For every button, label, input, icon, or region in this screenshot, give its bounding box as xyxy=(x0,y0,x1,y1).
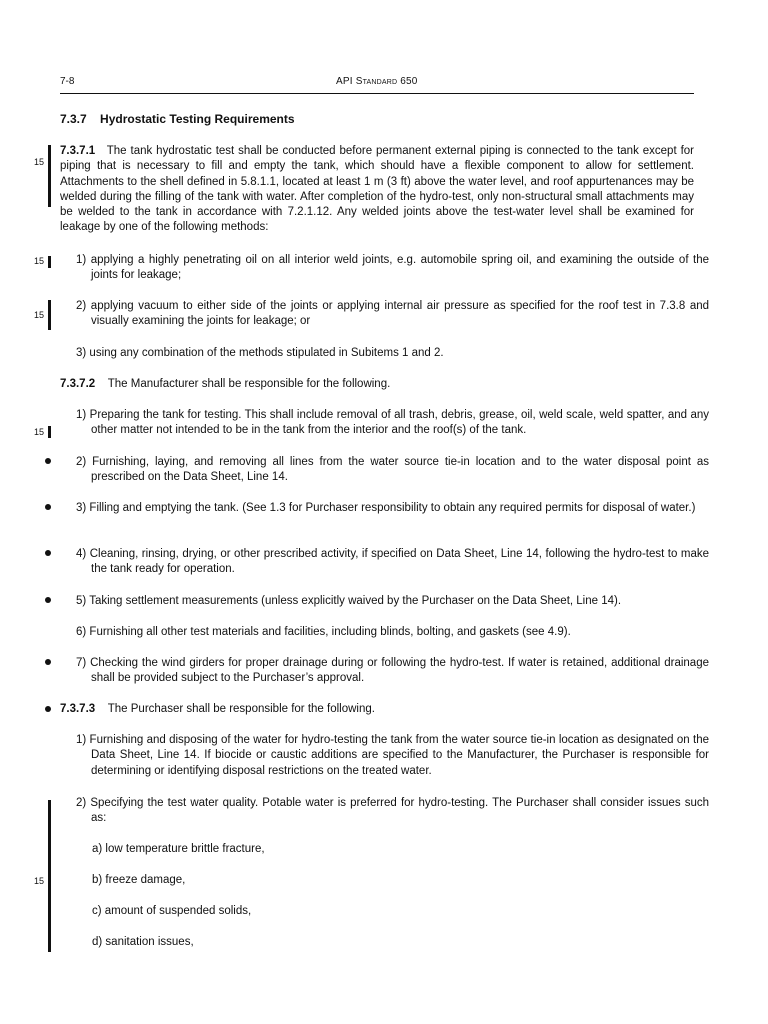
list-item: 3) using any combination of the methods stipulated in Subitems 1 and 2. xyxy=(76,347,444,359)
header-rule xyxy=(60,93,694,94)
bullet-marker xyxy=(45,706,51,712)
clause-number: 7.3.7.3 xyxy=(60,703,96,715)
margin-mark: 15 xyxy=(34,876,45,886)
paragraph-7-3-7-1 xyxy=(60,144,694,236)
sub-list-item: d) sanitation issues, xyxy=(92,936,194,948)
bullet-marker xyxy=(45,659,51,665)
list-item: 1) Preparing the tank for testing. This shall include removal of all trash, debris, grease, oil, weld scale, weld spatter, and any other matter not intended to be in the tank from the interior and the roof(s) of the tank. xyxy=(76,409,709,437)
sub-list-item: c) amount of suspended solids, xyxy=(92,905,252,917)
list-item: 1) Furnishing and disposing of the water for hydro-testing the tank from the water source tie-in location as designated on the Data Sheet, Line 14. If biocide or caustic additions are specified to the Manufacturer, the Purchaser is responsible for determining or identifying disposal restrictions on the treated water. xyxy=(76,734,709,777)
list-item: 1) applying a highly penetrating oil on all interior weld joints, e.g. automobile spring oil, and examining the outside of the joints for leakage; xyxy=(76,254,709,282)
sub-list-item: b) freeze damage, xyxy=(92,874,186,886)
page-number: 7-8 xyxy=(60,76,75,87)
section-number: 7.3.7 xyxy=(60,112,87,126)
change-bar xyxy=(48,145,51,207)
section-title: Hydrostatic Testing Requirements xyxy=(100,112,295,126)
margin-mark: 15 xyxy=(34,256,45,266)
margin-mark: 15 xyxy=(34,157,45,167)
clause-number: 7.3.7.2 xyxy=(60,378,96,390)
bullet-marker xyxy=(45,597,51,603)
margin-mark: 15 xyxy=(34,310,45,320)
list-item: 4) Cleaning, rinsing, drying, or other prescribed activity, if specified on Data Sheet, Line 14, following the hydro-test to make the tank ready for operation. xyxy=(76,548,709,576)
change-bar xyxy=(48,426,51,438)
change-bar xyxy=(48,300,51,330)
clause-text: The Purchaser shall be responsible for the following. xyxy=(107,703,375,715)
running-title: API Standard 650 xyxy=(336,76,418,87)
clause-number: 7.3.7.1 xyxy=(60,145,96,157)
clause-text: The tank hydrostatic test shall be conducted before permanent external piping is connected to the tank except for piping that is necessary to fill and empty the tank, which should have a flexible component to allow for settlement. Attachments to the shell defined in 5.8.1.1, located at least 1 m (3 ft) above the water level, and roof appurtenances may be welded during the filling of the tank with water. After completion of the hydro-test, only non-structural small attachments may be welded to the tank in accordance with 7.2.1.12. Any welded joints above the test-water level shall be examined for leakage by one of the following methods: xyxy=(60,145,694,234)
change-bar xyxy=(48,800,51,952)
margin-mark: 15 xyxy=(34,427,45,437)
paragraph-7-3-7-2 xyxy=(60,377,694,392)
list-item: 2) Specifying the test water quality. Potable water is preferred for hydro-testing. The Purchaser shall consider issues such as: xyxy=(76,797,709,825)
section-heading xyxy=(60,112,295,126)
paragraph-7-3-7-3 xyxy=(60,702,694,717)
list-item: 6) Furnishing all other test materials and facilities, including blinds, bolting, and gaskets (see 4.9). xyxy=(76,626,571,638)
bullet-marker xyxy=(45,504,51,510)
list-item: 2) Furnishing, laying, and removing all lines from the water source tie-in location and to the water disposal point as prescribed on the Data Sheet, Line 14. xyxy=(76,456,709,484)
list-item: 7) Checking the wind girders for proper drainage during or following the hydro-test. If water is retained, additional drainage shall be provided subject to the Purchaser’s approval. xyxy=(76,657,709,685)
bullet-marker xyxy=(45,550,51,556)
bullet-marker xyxy=(45,458,51,464)
clause-text: The Manufacturer shall be responsible for the following. xyxy=(107,378,391,390)
list-item: 3) Filling and emptying the tank. (See 1.3 for Purchaser responsibility to obtain any required permits for disposal of water.) xyxy=(76,502,696,514)
list-item: 2) applying vacuum to either side of the joints or applying internal air pressure as specified for the roof test in 7.3.8 and visually examining the joints for leakage; or xyxy=(76,300,709,328)
list-item: 5) Taking settlement measurements (unless explicitly waived by the Purchaser on the Data Sheet, Line 14). xyxy=(76,595,622,607)
change-bar xyxy=(48,256,51,268)
sub-list-item: a) low temperature brittle fracture, xyxy=(92,843,265,855)
